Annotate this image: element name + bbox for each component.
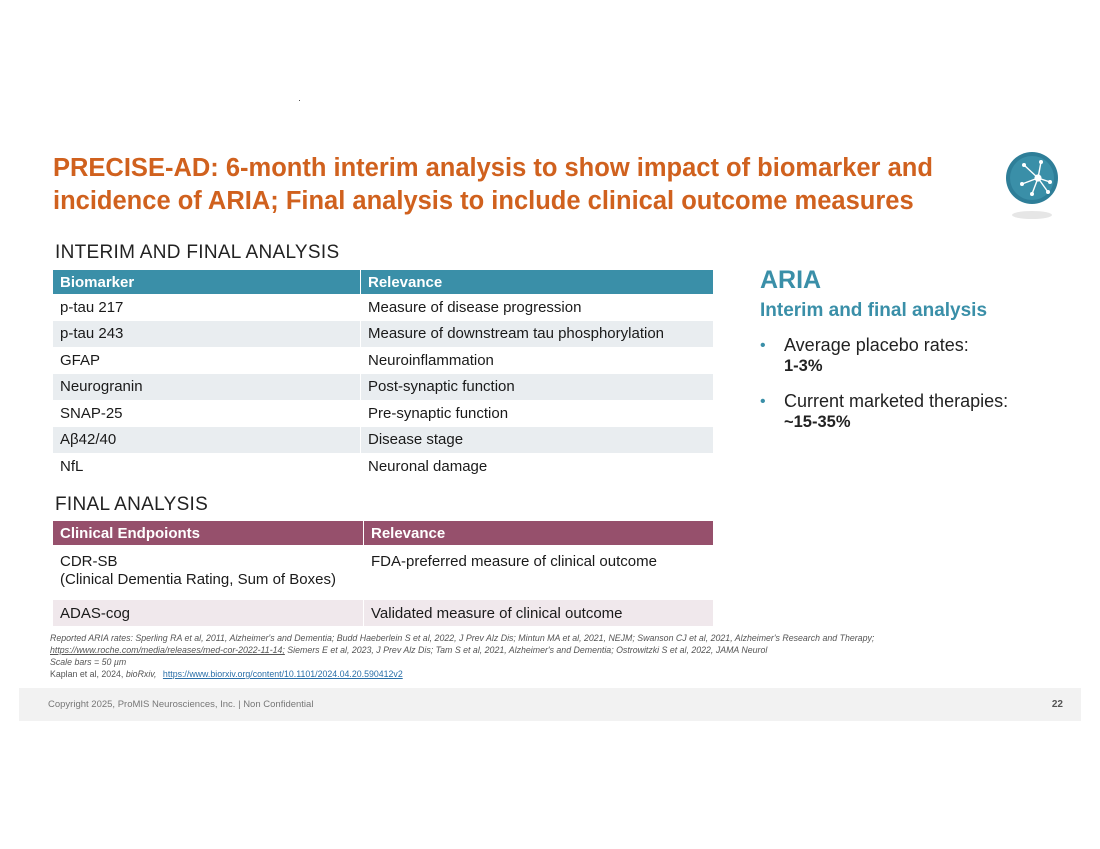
table-cell: Measure of downstream tau phosphorylation <box>361 321 714 348</box>
table-cell: FDA-preferred measure of clinical outcome <box>371 553 657 570</box>
bullet-icon: • <box>760 393 766 410</box>
reference-line: Reported ARIA rates: Sperling RA et al, 2011, Alzheimer's and Dementia; Budd Haeberlein S et al, 2022, J Prev Alz Dis; Mintun MA et al, 2021, NEJM; Swanson CJ et al, 2021, Alzheimer's Research and Therapy; <box>50 633 875 643</box>
table-cell: Post-synaptic function <box>361 374 714 401</box>
column-header: Relevance <box>364 521 714 545</box>
copyright-text: Copyright 2025, ProMIS Neurosciences, Inc. | Non Confidential <box>48 699 314 710</box>
list-item <box>760 335 1060 377</box>
endpoint-detail: (Clinical Dementia Rating, Sum of Boxes) <box>60 571 336 588</box>
table-cell: Neurogranin <box>53 374 361 401</box>
page-number: 22 <box>1051 699 1063 710</box>
table-cell: Measure of disease progression <box>368 298 582 316</box>
bullet-label: Current marketed therapies: <box>784 391 1009 411</box>
table-cell: Aβ42/40 <box>53 427 361 454</box>
table-cell: SNAP-25 <box>53 400 361 427</box>
table-row <box>53 427 713 454</box>
table-cell: p-tau 217 <box>53 294 361 321</box>
kaplan-journal: bioRxiv, <box>125 669 157 679</box>
table-row <box>53 400 713 427</box>
interim-heading: INTERIM AND FINAL ANALYSIS <box>55 242 340 263</box>
list-item <box>760 391 1060 433</box>
endpoint-name: CDR-SB <box>60 553 118 570</box>
aria-subtitle: Interim and final analysis <box>760 300 988 321</box>
biorxiv-link[interactable]: https://www.biorxiv.org/content/10.1101/2024.04.20.590412v2 <box>162 669 403 679</box>
reference-line <box>50 644 1050 656</box>
network-node-icon <box>1004 152 1060 224</box>
bullet-value: 1-3% <box>784 357 823 375</box>
table-cell: GFAP <box>53 347 361 374</box>
table-row <box>53 347 713 374</box>
reference-text: Siemers E et al, 2023, J Prev Alz Dis; Tam S et al, 2021, Alzheimer's and Dementia; Ostrowitzki S et al, 2022, JAMA Neurol <box>284 645 768 655</box>
kaplan-prefix: Kaplan et al, 2024, <box>50 669 124 679</box>
footer <box>19 688 1081 721</box>
clinical-endpoints-table <box>53 521 713 626</box>
table-cell: Disease stage <box>361 427 714 454</box>
table-cell: Neuroinflammation <box>368 351 494 369</box>
references <box>50 632 1050 680</box>
table-cell: Pre-synaptic function <box>368 404 509 422</box>
table-cell: ADAS-cog <box>53 600 364 626</box>
table-row <box>53 294 713 321</box>
table-cell: NfL <box>53 453 361 480</box>
table-header-row <box>53 270 713 294</box>
column-header: Clinical Endpoionts <box>53 521 364 545</box>
bullet-icon: • <box>760 337 766 354</box>
bullet-label: Average placebo rates: <box>784 335 969 355</box>
stray-dot <box>299 100 300 101</box>
biomarker-table <box>53 270 713 480</box>
final-heading: FINAL ANALYSIS <box>55 494 209 515</box>
column-header: Relevance <box>361 270 714 294</box>
kaplan-reference <box>50 668 1050 680</box>
table-cell: Neuronal damage <box>368 457 488 475</box>
table-row <box>53 374 713 401</box>
page-title: PRECISE-AD: 6-month interim analysis to show impact of biomarker and incidence of ARIA; Final analysis to include clinical outcome measures <box>53 154 933 215</box>
aria-title: ARIA <box>760 266 822 294</box>
column-header: Biomarker <box>53 270 361 294</box>
table-cell <box>53 545 364 600</box>
bullet-value: ~15-35% <box>784 413 851 431</box>
reference-link[interactable]: https://www.roche.com/media/releases/med-cor-2022-11-14; <box>50 645 285 655</box>
table-cell: Validated measure of clinical outcome <box>364 600 714 626</box>
table-header-row <box>53 521 713 545</box>
table-row <box>53 600 713 626</box>
table-cell: p-tau 243 <box>53 321 361 348</box>
table-row <box>53 453 713 480</box>
table-row <box>53 321 713 348</box>
aria-bullet-list <box>760 335 1060 447</box>
scale-note: Scale bars = 50 µm <box>50 657 127 667</box>
table-row <box>53 545 713 600</box>
